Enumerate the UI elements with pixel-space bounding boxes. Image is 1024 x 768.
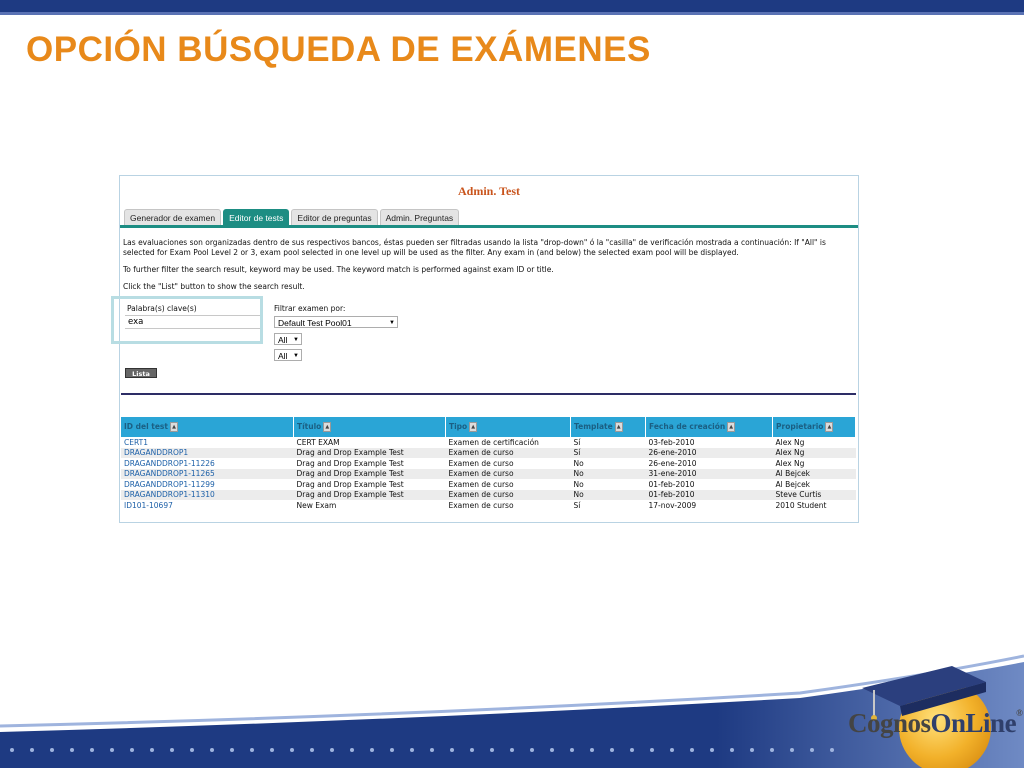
- logo-mark: ®: [1016, 708, 1023, 718]
- table-row: [121, 448, 856, 459]
- tab-editor-de-tests[interactable]: Editor de tests: [223, 209, 289, 226]
- pool-level2-value: All: [278, 335, 288, 345]
- exam-pool-value: Default Test Pool01: [278, 318, 352, 328]
- header-id-label: ID del test: [124, 422, 168, 431]
- cell-titulo: New Exam: [296, 500, 337, 510]
- keyword-label: Palabra(s) clave(s): [127, 304, 197, 313]
- header-propietario[interactable]: [773, 417, 856, 437]
- cell-propietario: Alex Ng: [775, 437, 805, 447]
- tab-admin-preguntas[interactable]: Admin. Preguntas: [380, 209, 460, 226]
- table-header-row: [121, 417, 856, 437]
- table-row: [121, 479, 856, 490]
- cell-propietario: Alex Ng: [775, 458, 805, 468]
- cognos-online-logo: [848, 708, 1022, 739]
- test-id-link[interactable]: DRAGANDDROP1-11226: [124, 458, 215, 468]
- cell-propietario: Steve Curtis: [773, 490, 856, 501]
- top-bar: [0, 0, 1024, 18]
- keyword-input[interactable]: [125, 315, 260, 329]
- cell-template: No: [573, 458, 584, 468]
- cell-tipo: Examen de curso: [446, 448, 571, 459]
- sort-icon[interactable]: ▲: [727, 422, 735, 432]
- cell-fecha: 31-ene-2010: [646, 469, 773, 480]
- description-list: Click the "List" button to show the search result.: [123, 282, 305, 291]
- cell-tipo: Examen de certificación: [448, 437, 539, 447]
- sort-icon[interactable]: ▲: [825, 422, 833, 432]
- cell-titulo: Drag and Drop Example Test: [294, 490, 446, 501]
- header-template[interactable]: [571, 417, 646, 437]
- test-id-link[interactable]: DRAGANDDROP1-11299: [124, 479, 215, 489]
- cell-tipo: Examen de curso: [446, 469, 571, 480]
- test-id-link[interactable]: CERT1: [124, 437, 148, 447]
- test-id-link[interactable]: DRAGANDDROP1-11310: [121, 490, 294, 501]
- cell-titulo: Drag and Drop Example Test: [296, 458, 404, 468]
- cell-template: No: [571, 490, 646, 501]
- tab-generador-de-examen[interactable]: Generador de examen: [124, 209, 221, 226]
- chevron-down-icon: ▼: [389, 320, 395, 326]
- header-tipo[interactable]: [446, 417, 571, 437]
- table-row: [121, 490, 856, 501]
- description-keyword: To further filter the search result, keyword may be used. The keyword match is performed against exam ID or title.: [123, 265, 554, 274]
- cell-fecha: 01-feb-2010: [646, 490, 773, 501]
- cell-titulo: Drag and Drop Example Test: [294, 469, 446, 480]
- test-id-link[interactable]: ID101-10697: [124, 500, 173, 510]
- panel-title: Admin. Test: [457, 184, 521, 198]
- cell-tipo: Examen de curso: [446, 490, 571, 501]
- description-pools: Las evaluaciones son organizadas dentro de sus respectivos bancos, éstas pueden ser filtradas usando la lista "drop-down" ó la "casilla" de verificación mostrada a continuación: If "All" is selected for Exam Pool Level 2 or 3, exam pool selected in one level up will be used as the filter. Any exam in (and below) the selected exam pool will be displayed.: [123, 238, 826, 257]
- header-propietario-label: Propietario: [776, 422, 824, 431]
- cell-template: No: [571, 469, 646, 480]
- results-separator: [121, 393, 856, 395]
- header-id[interactable]: [121, 417, 294, 437]
- table-row: [121, 458, 856, 469]
- pool-level2-select[interactable]: [274, 333, 302, 345]
- logo-part1: Cognos: [848, 708, 931, 738]
- table-row: [121, 437, 856, 448]
- filter-label: Filtrar examen por:: [274, 304, 346, 313]
- chevron-down-icon: ▼: [293, 353, 299, 359]
- table-row: [121, 469, 856, 480]
- test-id-link[interactable]: DRAGANDDROP1-11265: [121, 469, 294, 480]
- cell-titulo: CERT EXAM: [296, 437, 340, 447]
- cell-tipo: Examen de curso: [448, 500, 514, 510]
- header-titulo[interactable]: [294, 417, 446, 437]
- cell-tipo: Examen de curso: [448, 479, 514, 489]
- cell-fecha: 01-feb-2010: [648, 479, 695, 489]
- cell-fecha: 26-ene-2010: [646, 448, 773, 459]
- test-id-link[interactable]: DRAGANDDROP1: [121, 448, 294, 459]
- sort-icon[interactable]: ▲: [170, 422, 178, 432]
- logo-part2: OnLine: [930, 708, 1017, 738]
- cell-fecha: 03-feb-2010: [648, 437, 695, 447]
- header-titulo-label: Título: [297, 422, 322, 431]
- sort-icon[interactable]: ▲: [615, 422, 623, 432]
- footer-band: [0, 640, 1024, 768]
- cell-titulo: Drag and Drop Example Test: [296, 479, 404, 489]
- pool-level3-value: All: [278, 351, 288, 361]
- tab-editor-de-preguntas[interactable]: Editor de preguntas: [291, 209, 377, 226]
- cell-propietario: Al Bejcek: [773, 469, 856, 480]
- list-button[interactable]: Lista: [125, 368, 157, 378]
- cell-fecha: 17-nov-2009: [648, 500, 697, 510]
- pool-level3-select[interactable]: [274, 349, 302, 361]
- cell-propietario: 2010 Student: [775, 500, 827, 510]
- cell-template: Sí: [571, 448, 646, 459]
- header-fecha-label: Fecha de creación: [649, 422, 726, 431]
- results-table: [121, 417, 856, 511]
- cell-fecha: 26-ene-2010: [648, 458, 697, 468]
- tab-divider: [120, 225, 858, 228]
- header-tipo-label: Tipo: [449, 422, 468, 431]
- cell-template: No: [573, 479, 584, 489]
- sort-icon[interactable]: ▲: [323, 422, 331, 432]
- tab-bar: [124, 209, 461, 226]
- chevron-down-icon: ▼: [293, 337, 299, 343]
- cell-tipo: Examen de curso: [448, 458, 514, 468]
- exam-pool-select[interactable]: [274, 316, 398, 328]
- cell-propietario: Alex Ng: [773, 448, 856, 459]
- table-row: [121, 500, 856, 511]
- cell-propietario: Al Bejcek: [775, 479, 811, 489]
- cell-titulo: Drag and Drop Example Test: [294, 448, 446, 459]
- sort-icon[interactable]: ▲: [469, 422, 477, 432]
- header-fecha[interactable]: [646, 417, 773, 437]
- slide-title: OPCIÓN BÚSQUEDA DE EXÁMENES: [26, 30, 651, 69]
- cell-template: Sí: [573, 437, 581, 447]
- header-template-label: Template: [574, 422, 613, 431]
- cell-template: Sí: [573, 500, 581, 510]
